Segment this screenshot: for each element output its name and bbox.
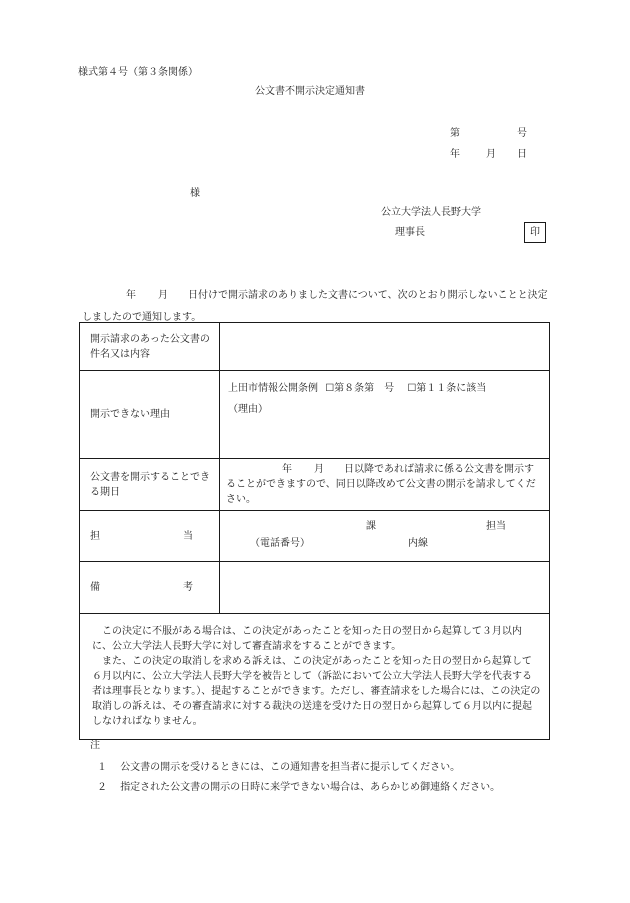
decision-table	[79, 322, 550, 740]
row-contact	[80, 511, 550, 562]
period-month: 月	[314, 464, 324, 475]
contact-label-left: 担	[90, 530, 100, 542]
date-month: 月	[486, 149, 496, 160]
remarks-label	[80, 562, 220, 614]
contact-person: 担当	[486, 521, 506, 532]
period-text: 日以降であれば請求に係る公文書を開示することができますので、同日以降改めて公文書の開示を請求してください。	[226, 464, 536, 505]
contact-section: 課	[366, 521, 376, 532]
appeal-notice	[80, 614, 550, 740]
reason-check-article11[interactable]: ☐第１１条に該当	[407, 383, 487, 394]
note-item-2-text: 指定された公文書の開示の日時に来学できない場合は、あらかじめ御連絡ください。	[120, 782, 501, 793]
period-label: 公文書を開示することできる期日	[80, 459, 220, 511]
intro-month: 月	[158, 290, 168, 301]
contact-phone: （電話番号）	[250, 538, 310, 549]
issuer-org: 公立大学法人長野大学	[381, 207, 481, 218]
subject-label: 開示請求のあった公文書の件名又は内容	[80, 323, 220, 371]
reason-check-article8[interactable]: ☐第８条第 号	[325, 383, 395, 394]
row-reason	[80, 371, 550, 459]
period-value	[220, 459, 550, 511]
notes-heading: 注	[90, 740, 100, 751]
form-number: 様式第４号（第３条関係）	[78, 67, 198, 78]
addressee-suffix: 様	[190, 188, 200, 199]
period-year: 年	[282, 464, 292, 475]
note-item-2	[97, 778, 500, 793]
subject-value[interactable]	[220, 323, 550, 371]
row-subject	[80, 323, 550, 371]
reason-text-label: （理由）	[228, 404, 268, 415]
contact-extension: 内線	[408, 538, 428, 549]
number-prefix: 第	[450, 128, 460, 139]
appeal-notice-para2: また、この決定の取消しを求める訴えは、この決定があったことを知った日の翌日から起算して６月以内に、公立大学法人長野大学を被告として（訴訟において公立大学法人長野大学を代表する者は理事長となります。）、提起することができます。ただし、審査請求をした場合には、この決定の取消しの訴えは、その審査請求に対する裁決の送達を受けた日の翌日から起算して６月以内に提起しなければなりません。	[92, 656, 541, 727]
remarks-label-right: 考	[183, 582, 193, 593]
reason-value[interactable]	[220, 371, 550, 459]
appeal-notice-para1: この決定に不服がある場合は、この決定があったことを知った日の翌日から起算して３月以内に、公立大学法人長野大学に対して審査請求をすることができます。	[92, 626, 522, 652]
note-item-2-number: ２	[97, 782, 107, 793]
reason-ordinance: 上田市情報公開条例	[228, 383, 318, 394]
intro-text: 日付けで開示請求のありました文書について、次のとおり開示しないことと決定しましたので通知します。	[82, 290, 548, 323]
date-day: 日	[517, 149, 527, 160]
reason-provision-line	[228, 379, 486, 394]
row-notice	[80, 614, 550, 740]
number-suffix: 号	[517, 128, 527, 139]
date-year: 年	[450, 149, 460, 160]
row-period	[80, 459, 550, 511]
contact-label	[80, 511, 220, 562]
remarks-label-left: 備	[90, 582, 100, 593]
issuer-title: 理事長	[395, 227, 425, 238]
document-title: 公文書不開示決定通知書	[255, 86, 365, 97]
row-remarks	[80, 562, 550, 614]
seal-box: 印	[524, 222, 546, 243]
note-item-1	[97, 758, 460, 773]
remarks-value[interactable]	[220, 562, 550, 614]
note-item-1-text: 公文書の開示を受けるときには、この通知書を担当者に提示してください。	[120, 762, 461, 773]
note-item-1-number: １	[97, 762, 107, 773]
reason-label: 開示できない理由	[80, 371, 220, 459]
contact-value[interactable]	[220, 511, 550, 562]
intro-year: 年	[126, 290, 136, 301]
contact-label-right: 当	[183, 530, 193, 542]
